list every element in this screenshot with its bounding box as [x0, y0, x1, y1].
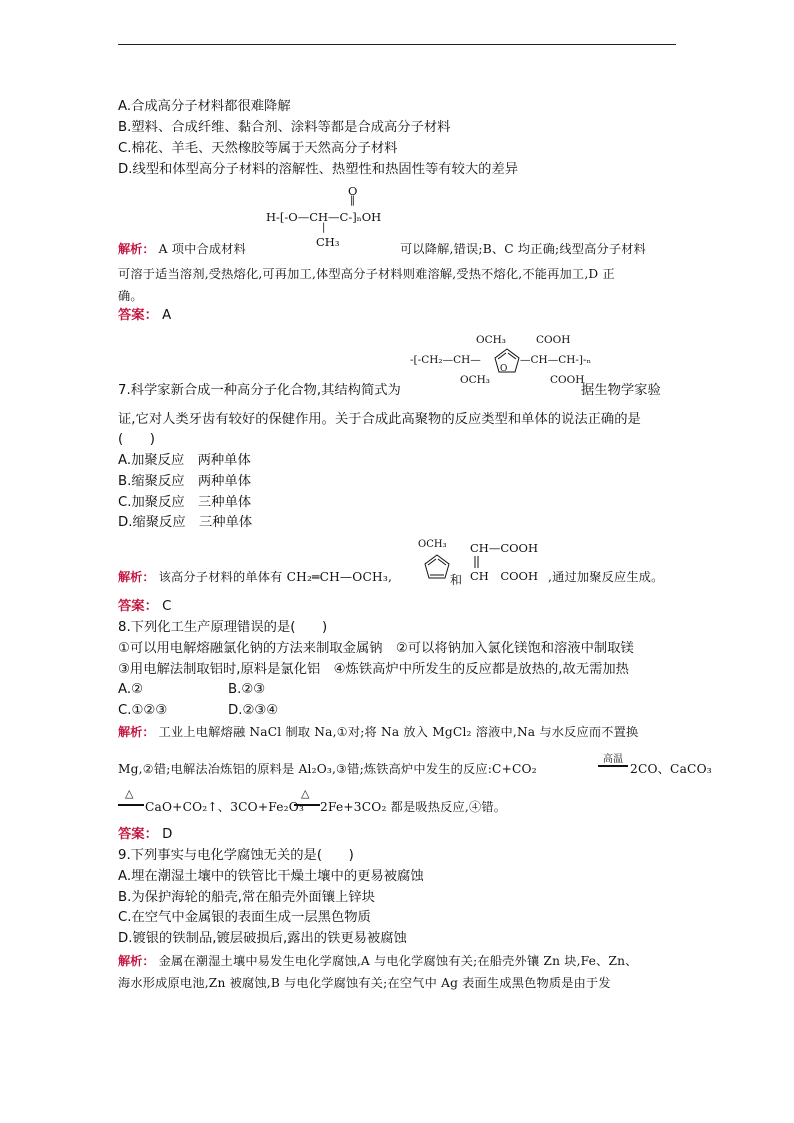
- q7-option-b: B.缩聚反应 两种单体: [118, 474, 252, 489]
- q7-analysis-text-b: ,通过加聚反应生成。: [548, 570, 664, 584]
- q6-option-d: D.线型和体型高分子材料的溶解性、热塑性和热固性等有较大的差异: [118, 162, 519, 177]
- q9-option-b: B.为保护海轮的船壳,常在船壳外面镶上锌块: [118, 890, 375, 905]
- reaction-equals: [118, 804, 144, 806]
- high-temp-condition: 高温: [603, 754, 623, 765]
- q7-answer: C: [162, 599, 172, 614]
- monomer-och3-label: OCH₃: [418, 539, 447, 550]
- analysis-label: 解析：: [118, 570, 155, 584]
- q9-option-d: D.镀银的铁制品,镀层破损后,露出的铁更易被腐蚀: [118, 931, 407, 946]
- q9-option-a: A.埋在潮湿土壤中的铁管比干燥土壤中的更易被腐蚀: [118, 869, 424, 884]
- q7-stem-line-2: 证,它对人类牙齿有较好的保健作用。关于合成此高聚物的反应类型和单体的说法正确的是: [118, 412, 641, 427]
- q7-analysis-text-a: 该高分子材料的单体有 CH₂═CH—OCH₃,: [158, 570, 393, 584]
- q7-option-d: D.缩聚反应 三种单体: [118, 515, 253, 530]
- furan-monomer-icon: [422, 552, 452, 582]
- polymer-structure-formula: OCH₃ COOH -[-CH₂—CH— O —CH—CH-]-ₙ OCH₃ COOH: [410, 334, 592, 386]
- heat-condition-1: △: [125, 787, 134, 800]
- q8-answer: D: [162, 827, 173, 842]
- heat-condition-2: △: [301, 787, 310, 800]
- analysis-label: 解析：: [118, 954, 155, 968]
- q6-analysis-text-a: A 项中合成材料: [158, 242, 247, 256]
- q8-statement-1: ①可以用电解熔融氯化钠的方法来制取金属钠 ②可以将钠加入氯化镁饱和溶液中制取镁: [118, 641, 634, 656]
- q8-option-a: A.②: [118, 682, 144, 697]
- q8-analysis-line-3a: CaO+CO₂↑、3CO+Fe₂O₃: [145, 800, 305, 814]
- analysis-label: 解析：: [118, 242, 155, 256]
- q7-stem-line-1b: 据生物学家验: [581, 383, 661, 398]
- q7-stem-line-1a: 7.科学家新合成一种高分子化合物,其结构简式为: [118, 383, 401, 398]
- q7-option-a: A.加聚反应 两种单体: [118, 453, 251, 468]
- q6-analysis-line-2: 可溶于适当溶剂,受热熔化,可再加工,体型高分子材料则难溶解,受热不熔化,不能再加工,D 正: [118, 267, 615, 281]
- q6-option-b: B.塑料、合成纤维、黏合剂、涂料等都是合成高分子材料: [118, 120, 451, 135]
- monomer-and-text: 和: [450, 573, 463, 587]
- q6-analysis-text-b: 可以降解,错误;B、C 均正确;线型高分子材料: [400, 242, 647, 256]
- q7-stem-line-3: ( ): [118, 432, 155, 447]
- analysis-label: 解析：: [118, 725, 155, 739]
- reaction-equals: [598, 765, 628, 767]
- q8-option-b: B.②③: [228, 682, 266, 697]
- q9-option-c: C.在空气中金属银的表面生成一层黑色物质: [118, 910, 371, 925]
- q9-analysis-line-2: 海水形成原电池,Zn 被腐蚀,B 与电化学腐蚀有关;在空气中 Ag 表面生成黑色物质是由于发: [118, 976, 611, 990]
- q8-option-d: D.②③④: [228, 703, 279, 718]
- q9-stem: 9.下列事实与电化学腐蚀无关的是( ): [118, 848, 354, 863]
- answer-label: 答案：: [118, 599, 158, 614]
- q6-answer: A: [162, 308, 172, 323]
- q6-analysis-line-3: 确。: [118, 289, 143, 303]
- q6-option-a: A.合成高分子材料都很难降解: [118, 99, 291, 114]
- q6-option-c: C.棉花、羊毛、天然橡胶等属于天然高分子材料: [118, 141, 398, 156]
- q8-stem: 8.下列化工生产原理错误的是( ): [118, 620, 328, 635]
- q8-analysis-line-3b: 2Fe+3CO₂ 都是吸热反应,④错。: [320, 800, 507, 814]
- header-rule: [118, 44, 676, 45]
- q8-option-c: C.①②③: [118, 703, 168, 718]
- maleic-acid-line-2: CH COOH: [470, 569, 539, 583]
- answer-label: 答案：: [118, 827, 158, 842]
- q8-statement-2: ③用电解法制取铝时,原料是氯化铝 ④炼铁高炉中所发生的反应都是放热的,故无需加热: [118, 662, 629, 677]
- q8-analysis-line-2a: Mg,②错;电解法冶炼铝的原料是 Al₂O₃,③错;炼铁高炉中发生的反应:C+CO₂: [118, 762, 537, 776]
- q8-analysis-line-1: 工业上电解熔融 NaCl 制取 Na,①对;将 Na 放入 MgCl₂ 溶液中,Na 与水反应而不置换: [158, 725, 639, 739]
- polylactic-acid-formula: O ‖ H-[-O—CH—C-]ₙOH | CH₃: [266, 184, 382, 249]
- q8-analysis-line-2b: 2CO、CaCO₃: [630, 762, 712, 776]
- double-bond-icon: [472, 556, 482, 568]
- answer-label: 答案：: [118, 308, 158, 323]
- q7-option-c: C.加聚反应 三种单体: [118, 495, 252, 510]
- maleic-acid-line-1: CH—COOH: [470, 541, 539, 555]
- q9-analysis-line-1: 金属在潮湿土壤中易发生电化学腐蚀,A 与电化学腐蚀有关;在船壳外镶 Zn 块,Fe、Zn、: [158, 954, 638, 968]
